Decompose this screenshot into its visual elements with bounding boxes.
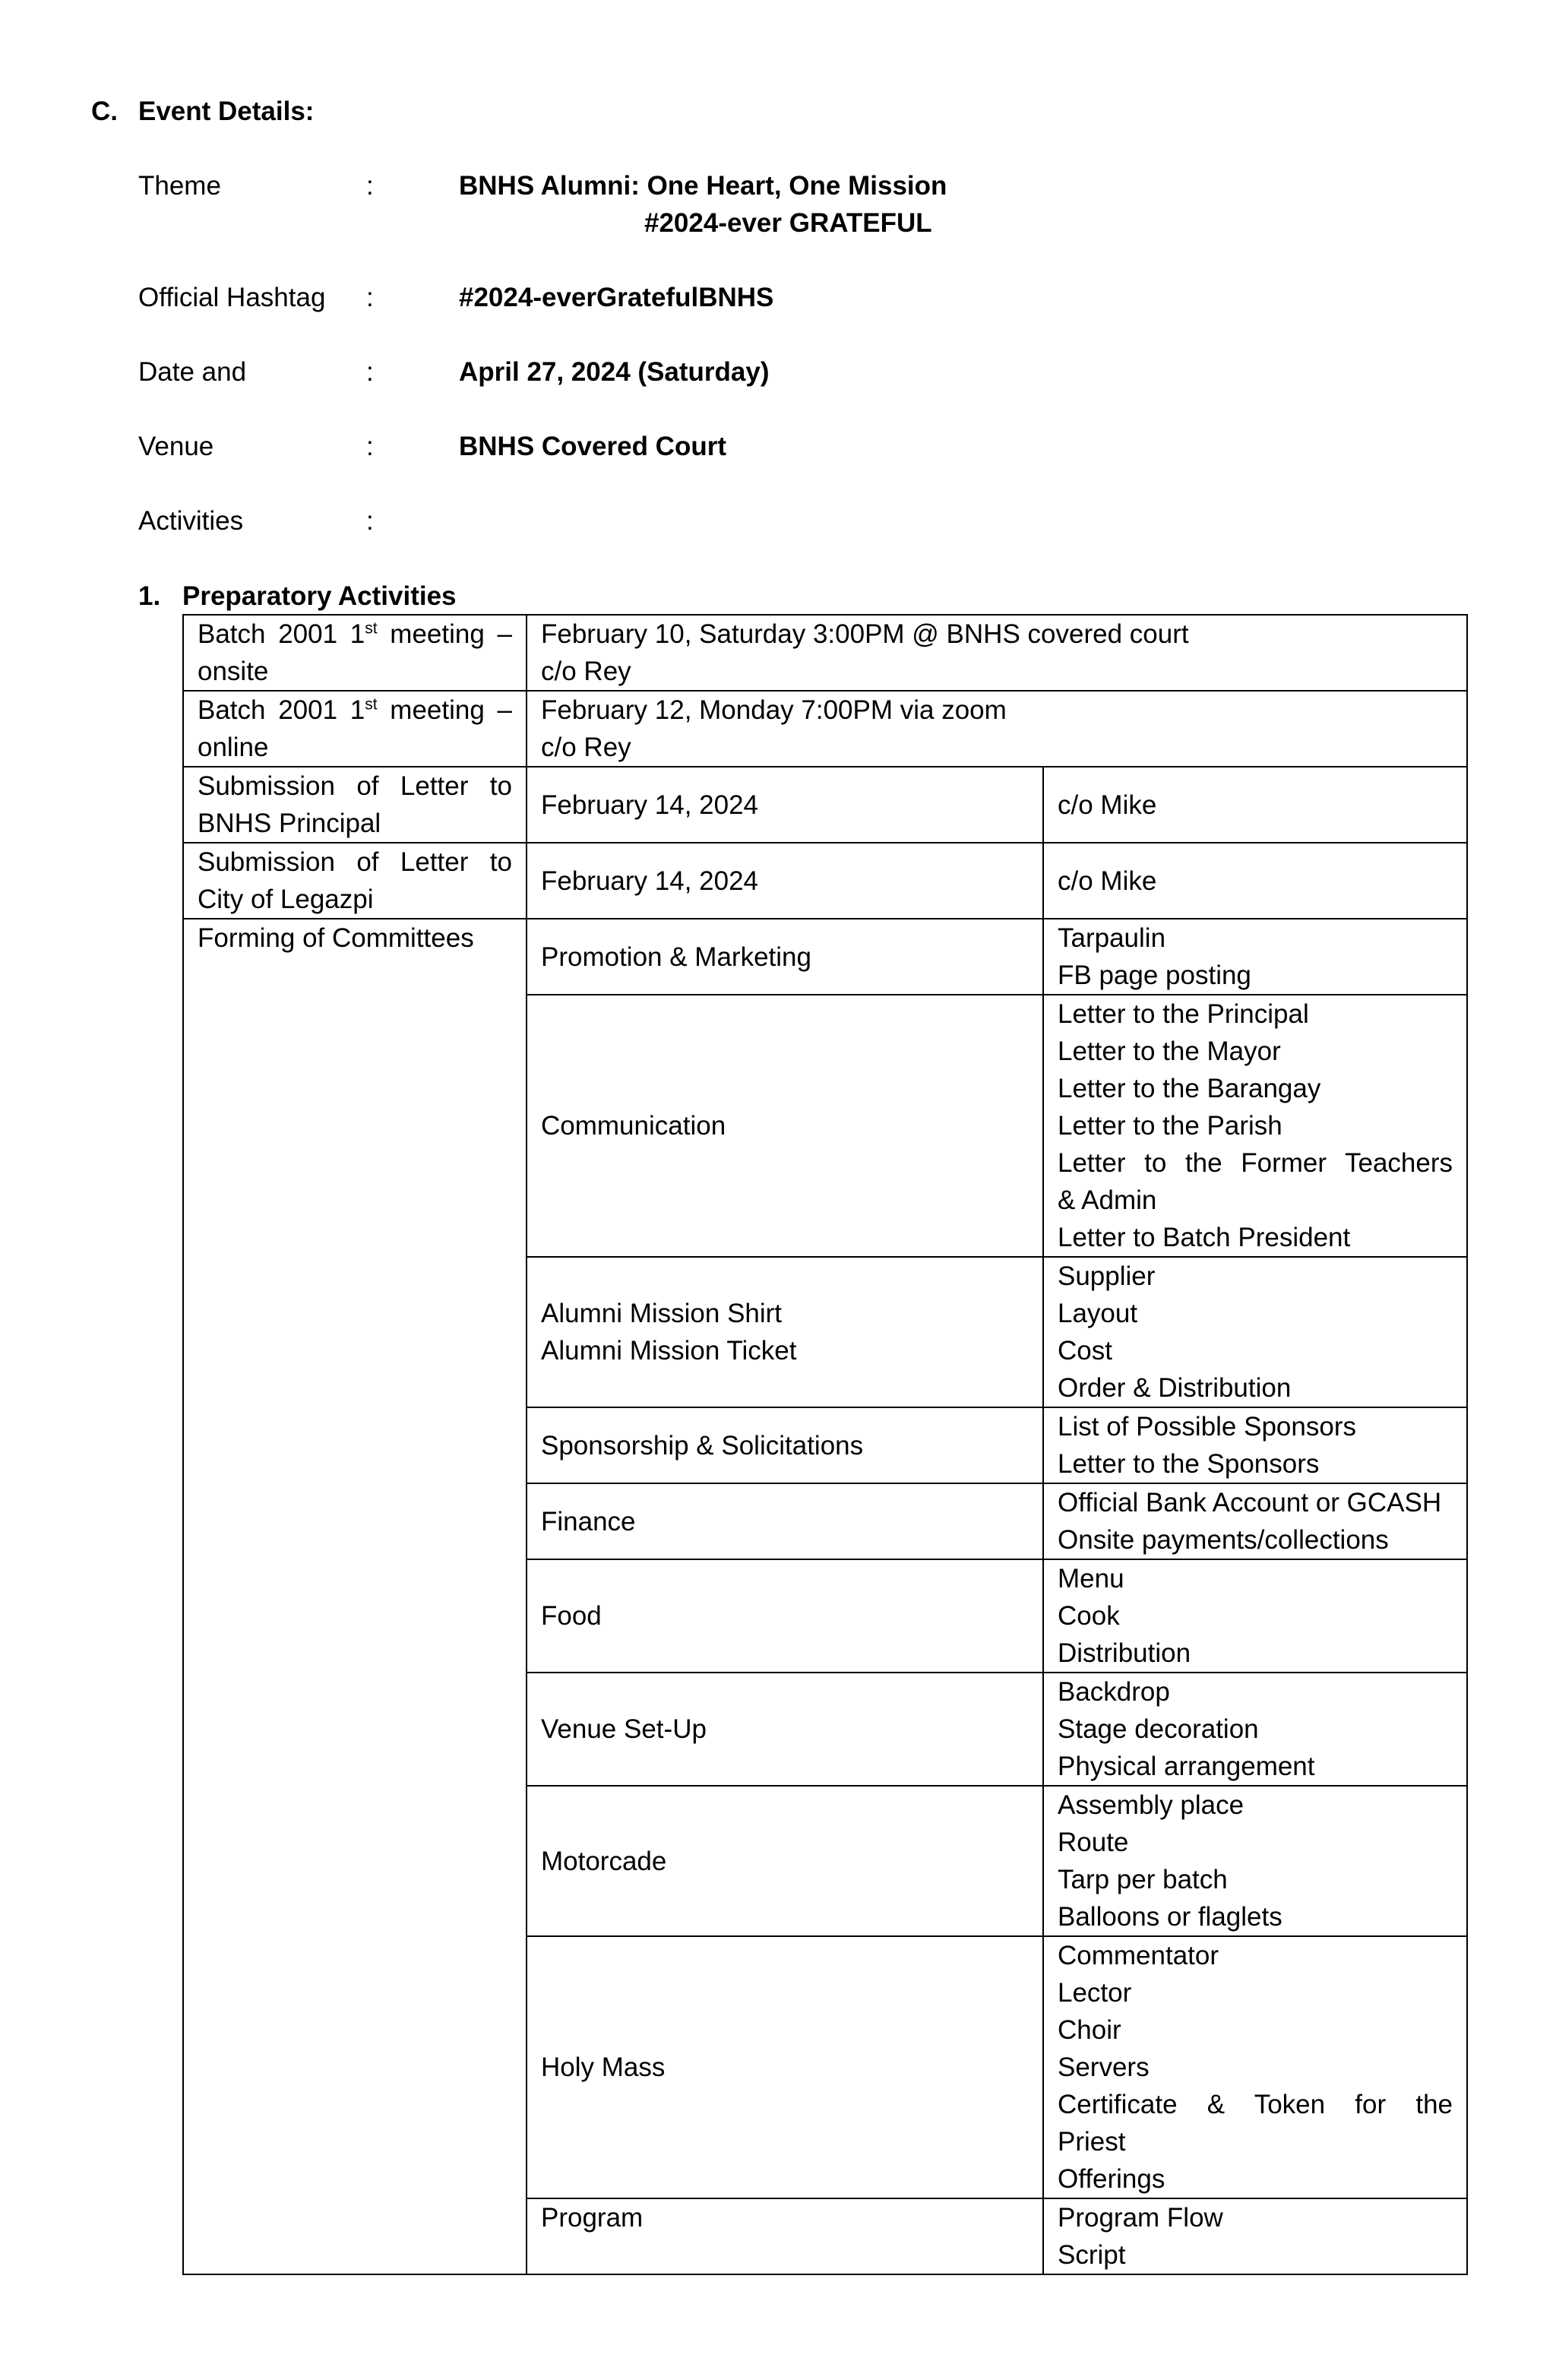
meeting-onsite-detail: February 10, Saturday 3:00PM @ BNHS covered court c/o Rey: [527, 615, 1467, 691]
letter-city-label: Submission of Letter to City of Legazpi: [183, 843, 527, 919]
committee-name: Promotion & Marketing: [527, 919, 1043, 995]
table-row-letter-principal: [183, 767, 1467, 843]
letter-principal-label: Submission of Letter to BNHS Principal: [183, 767, 527, 843]
committee-tasks: Program Flow Script: [1043, 2198, 1467, 2274]
section-letter: C.: [91, 97, 118, 126]
colon: :: [366, 432, 374, 461]
table-row-meeting-online: [183, 691, 1467, 767]
letter-city-date: February 14, 2024: [527, 843, 1043, 919]
meeting-online-detail: February 12, Monday 7:00PM via zoom c/o Rey: [527, 691, 1467, 767]
committee-tasks: Tarpaulin FB page posting: [1043, 919, 1467, 995]
hashtag-label: Official Hashtag: [138, 283, 326, 312]
committee-name: Sponsorship & Solicitations: [527, 1407, 1043, 1483]
committees-label: Forming of Committees: [183, 919, 527, 2274]
letter-principal-owner: c/o Mike: [1043, 767, 1467, 843]
committee-name: Holy Mass: [527, 1936, 1043, 2198]
committee-tasks: Official Bank Account or GCASH Onsite payments/collections: [1043, 1483, 1467, 1559]
theme-value-line2: #2024-ever GRATEFUL: [644, 208, 932, 238]
committee-name: Finance: [527, 1483, 1043, 1559]
table-row-letter-city: [183, 843, 1467, 919]
venue-label: Venue: [138, 432, 214, 461]
preparatory-activities-table: [182, 614, 1468, 2275]
preparatory-heading: [138, 578, 457, 615]
colon: :: [366, 283, 374, 312]
committee-tasks: Letter to the Principal Letter to the Mayor Letter to the Barangay Letter to the Parish Letter to the Former Teachers & Admin Letter to Batch President: [1043, 995, 1467, 1257]
section-heading: [91, 93, 314, 130]
committee-name: Alumni Mission Shirt Alumni Mission Ticket: [527, 1257, 1043, 1407]
committee-tasks: Backdrop Stage decoration Physical arrangement: [1043, 1673, 1467, 1786]
meeting-onsite-label: Batch 2001 1st meeting – onsite: [183, 615, 527, 691]
table-row-meeting-onsite: [183, 615, 1467, 691]
meeting-online-label: Batch 2001 1st meeting – online: [183, 691, 527, 767]
colon: :: [366, 357, 374, 387]
table-row-committee: [183, 919, 1467, 995]
section-title: Event Details:: [138, 97, 315, 126]
colon: :: [366, 506, 374, 536]
committee-tasks: Commentator Lector Choir Servers Certificate & Token for the Priest Offerings: [1043, 1936, 1467, 2198]
letter-city-owner: c/o Mike: [1043, 843, 1467, 919]
colon: :: [366, 171, 374, 201]
date-value: April 27, 2024 (Saturday): [459, 357, 770, 387]
committee-name: Food: [527, 1559, 1043, 1673]
committee-name: Venue Set-Up: [527, 1673, 1043, 1786]
preparatory-number: 1.: [138, 581, 161, 611]
committee-tasks: Menu Cook Distribution: [1043, 1559, 1467, 1673]
committee-name: Program: [527, 2198, 1043, 2274]
letter-principal-date: February 14, 2024: [527, 767, 1043, 843]
preparatory-title: Preparatory Activities: [182, 581, 457, 611]
committee-tasks: Assembly place Route Tarp per batch Balloons or flaglets: [1043, 1786, 1467, 1936]
activities-label: Activities: [138, 506, 244, 536]
date-label: Date and: [138, 357, 247, 387]
theme-value: BNHS Alumni: One Heart, One Mission: [459, 171, 947, 201]
committee-name: Motorcade: [527, 1786, 1043, 1936]
committee-tasks: Supplier Layout Cost Order & Distribution: [1043, 1257, 1467, 1407]
venue-value: BNHS Covered Court: [459, 432, 726, 461]
theme-label: Theme: [138, 171, 221, 201]
committee-tasks: List of Possible Sponsors Letter to the Sponsors: [1043, 1407, 1467, 1483]
committee-name: Communication: [527, 995, 1043, 1257]
hashtag-value: #2024-everGratefulBNHS: [459, 283, 774, 312]
